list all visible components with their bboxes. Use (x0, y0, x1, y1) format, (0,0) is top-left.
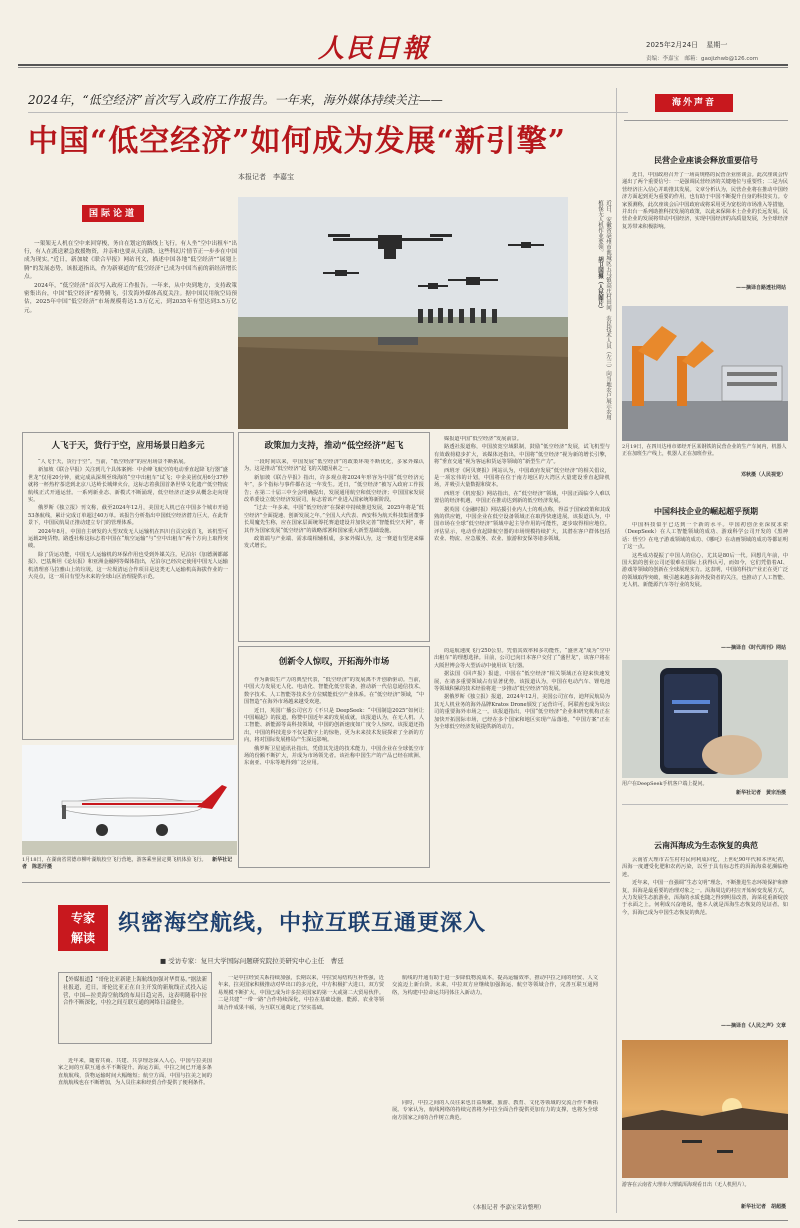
lead-headline: 中国“低空经济”如何成为发展“新引擎” (28, 124, 567, 159)
sidebar-photo-sunrise-caption: 游客在云南省大理市大理镇洱海观看日出（无人机照片）。 (622, 1182, 750, 1188)
sidebar-item-3-title: 云南洱海成为生态恢复的典范 (654, 841, 758, 850)
lead-photo-drones (238, 197, 568, 429)
col1-title: 人飞于天，货行于空，应用场景日趋多元 (51, 441, 205, 451)
lead-byline: 本报记者 李嘉宝 (238, 173, 294, 181)
col3-body: 媒报道中国“低空经济”发展前景。 路透社报道称，中国放宽空域限制，鼓励“低空经济”发展，试飞机型与有效载荷稳步扩大，该媒体还指出，中国将“低空经济”视为新的增长引擎，将“垂直交通”视为客运和货运等领域的“新型生产力”。 西班牙《阿贝赛报》网站认为，中国政府发展“低空经济”的相关倡议，是一项宏伟的计划，中国将在位于南方地区的大湾区大量建设垂直起降机场，并吸引大量数据和资本。 西班牙《机密报》网站指出，在“低空经济”领域，中国正面临令人难以置信的经济机遇，中国正在推动达到新的低空经济发展。 据英国《金融时报》网站援引业内人士的观点称，得益于国家政策和其成熟的供应链，中国企业在低空设备领域正在取得快速进展。该报道认为，中国市场在全球“低空经济”领域中起主导作用的可能性，逐步取得相应地位。评估显示，电动垂直起降航空器的市场规模持续扩大，其潜在客户群体包括农业、物流、应急服务、农业、旅游和安保等诸多领域。 (434, 436, 610, 543)
sidebar-item-2-body: 中国科技似乎已达到一个新的水平。中国初创企业深度求索（DeepSeek）在人工智能领域的成功、游戏科学公司开发的《黑神话：悟空》在电子游戏领域的成功、《哪吒》在动画领域的成功等都证明了这一点。 这些成功提振了中国人的信心，尤其是80后一代。回想几年前，中国大陆的创业公司还很难在国际上获得认可，而如今，它们凭借着AI、游戏等领域的创新在全球展现实力。这表明，中国的科技产业正在更广泛的领域取得突破，吸引越来越多海外投资者的关注，也推动了人工智能、无人机、新能源汽车等行业的发展。 (622, 522, 788, 589)
col5-body: 的巡航速度飞行250公里。凭借其效率和多功能性，“盛世龙”成为“空中出租车”的理想选择。目前，公司已向日本客户交付了“盛世龙”，该客户将在大阪世博会等大型活动中使用该飞行器。 据法国《回声报》报道，中国在“低空经济”相关领域正在迎来快速发展，在诸多重要领域占有显著优势。该报道认为，中国在电动汽车、锂电池等领域积累的技术经验将进一步推动“低空经济”的发展。 据俄罗斯《独立报》报道，2024年12月，美国公司宣布，迪拜民航局为其无人机业务的海外品牌Kratos Drone颁发了运营许可，阿联酋也成为该公司的重要海外市场之一。该报道指出，中国“低空经济”企业和研究机构正在加快开拓国际市场，已经在多个国家和地区实现产品落地，“中国方案”正在为全球低空经济发展提供新的动力。 (434, 648, 610, 731)
sidebar-item-2-title: 中国科技企业的崛起超乎预期 (654, 507, 758, 516)
bottom-col-3: 航线的开通有助于进一步降低物流成本，提高运输效率，推动中拉之间的经贸、人文交流迈上新台阶。未来，中拉双方应继续加强海运、航空等领域合作，完善互联互通网络，为构建中拉命运共同体注入新动力。 (392, 975, 598, 996)
bottom-box: 【外媒报道】“哥伦比亚新建上海航线加强对华贸易。”据法新社报道，近日，哥伦比亚正在自主开发的新航线正式投入运营，中国—拉美海空航线的布局日趋完善，这表明随着中拉合作不断深化，中拉之间互联互通的网络日益健全。 (58, 972, 212, 1044)
sidebar-photo-robots (622, 306, 788, 441)
lead-intro: 一架架无人机在空中来回穿梭，务自在划定的路线上飞行。有人坐“空中出租车”出行，有人在派送紧急救援物资，并亲和也要从天而降。这些科幻片情节正一步步在中国成为现实。”近日，新加坡《联合早报》网站刊文，描述中国各地“低空经济”“展翅上腾”的发展态势，该报道指出，作为新赛道的“低空经济”已成为中国当前的新经济增长点。 2024年，“低空经济”首次写入政府工作报告。一年来，从中央到地方，支持政策密集出台，中国“低空经济”蓄势腾飞，引发海外媒体高度关注。据中国民用航空局预估，2025年中国“低空经济”市场规模将达1.5万亿元，到2035年有望达到3.5万亿元。 (24, 241, 237, 314)
col1-box (22, 432, 234, 740)
sidebar-photo-sunrise-credit: 新华社记者 胡超摄 (740, 1204, 786, 1210)
drone-field-illustration (238, 197, 568, 429)
sunrise-illustration (622, 1040, 788, 1178)
sidebar-tag: 海外声音 (655, 94, 733, 112)
col4-box (238, 646, 430, 868)
sidebar-item-1-title: 民营企业座谈会释放重要信号 (654, 156, 758, 165)
bottom-byline: ■ 受访专家：复旦大学国际问题研究院拉美研究中心主任 曹廷 (160, 957, 344, 965)
phone-illustration (622, 660, 788, 778)
sidebar-item-1-credit: ——摘译自路透社网站 (735, 285, 786, 291)
sidebar-item-1-body: 近日，中国政府召开了一场高规格的民营企业座谈会。此次座谈会传递出了两个重要信号：一是强调民营经济的关键地位与重要性；二是为民营经济注入信心并助推其发展。文章分析认为，民营企业将在推动中国经济方面起到更为重要的作用，也有助于中国不断提升自身的科技实力。专家预测称，此次座谈会后中国政府或将采用更为宽松的市场准入等措施，并出台一系列助推科技发展的政策，以此来保障本土企业的长远发展。民营企业的发展将带动中国经济，实现中国经济的高质量发展，为全球经济复苏带来积极影响。 (622, 172, 788, 230)
robot-factory-illustration (622, 306, 788, 441)
bottom-end-note: （本报记者 李嘉宝采访整理） (470, 1205, 545, 1211)
bottom-col-2: 一是中拉经贸关系持续加强，长期以来，中拉贸易结构互补性强，近年来，拉美国家积极推动对华出口的多元化，中方积极扩大进口，双方贸易规模不断扩大。中国已成为许多拉美国家的第一大或第二大贸易伙伴。二是共建“一带一路”合作持续深化，中拉在基础设施、能源、农业等领域合作成果丰硕，为互联互通奠定了坚实基础。 (218, 975, 384, 1011)
col4-body: 作为新质生产力的典型代表，“低空经济”的发展离不开创新驱动。当前，中国大力发展无人化、电动化、智能化低空装备，推动新一代信息通信技术、数字技术、人工智能等技术全方位赋能低空产业体系。在“低空经济”领域，“中国智造”在海外市场越来越受欢迎。 近日，英国广播公司官方《不只是 DeepSeek：“中国制造2025”如何让中国崛起》的报道。称赞中国近年来的发展成就。该报道认为，在无人机、人工智能、新能源等高科技领域，中国的创新速度如广度令人惊叹。该报道还指出，中国的科技进步不仅是数字上的惊艳，更为未来技术发展探索了全新的方向，将对国际发展格局产生深远影响。 俄罗斯卫星通讯社指出，凭借其先进的技术能力，中国企业在全球低空市场的份额不断扩大，并成为市场领先者。该社称中国生产的产品已经在欧洲、东南亚、中东等地得到广泛应用。 (244, 677, 424, 767)
bottom-col-4: 同时，中拉之间的人员往来也日益频繁，旅游、教育、文化等领域的交流合作不断拓展。专家认为，航线网络的持续完善将为中拉全面合作提供更加有力的支撑，也将为全球南方国家之间的合作树立典范。 (392, 1100, 598, 1121)
section-tag-guoji: 国际论道 (82, 205, 144, 222)
bottom-headline: 织密海空航线，中拉互联互通更深入 (118, 910, 487, 936)
plane-illustration (22, 745, 237, 855)
sidebar-photo-phone-credit: 新华社记者 黄宗治摄 (735, 790, 786, 796)
expert-tag: 专家 解读 (58, 905, 108, 951)
sidebar-photo-robots-caption: 2月19日，在四川达州市郊经开区某钢铁的民营企业的生产车间内，机器人正在加班生产线上，机器人正在加班作业。 (622, 444, 787, 457)
masthead (0, 0, 800, 90)
lead-photo-caption-vertical: 近日，安徽省亳州市谯城区五马镇高庄村田间，农民技术人员（左三）向当地农户展示农用植保无人机作业要领。 胡卫国摄（人民图片） (597, 200, 611, 420)
col2-title: 政策加力支持，推动“低空经济”起飞 (264, 441, 404, 451)
sidebar-photo-phone-caption: 用户在DeepSeek手机客户端上提问。 (622, 781, 708, 787)
col1-photo-plane (22, 745, 237, 855)
sidebar-photo-robots-credit: 邓秋摄（人民视觉） (740, 472, 786, 478)
sidebar-item-2-credit: ——摘译自《时代周刊》网站 (720, 645, 786, 651)
masthead-editor-line: 责编：李嘉宝 邮箱：gaojizhwb@126.com (646, 56, 759, 62)
col1-photo-caption: 1月18日，在湖南省常德市柳叶湖航校空飞行营地，游客乘坐固定翼飞机体验飞行。 新华社记者 陈思汗摄 (22, 857, 233, 870)
col4-title: 创新令人惊叹，开拓海外市场 (278, 657, 390, 667)
sidebar-photo-sunrise (622, 1040, 788, 1178)
sidebar-item-3-body: 云南省大理市古生村村民何利成回忆，上世纪90年代和本世纪初，洱海一度遭受化肥和农药污染，以至于具有标志性的洱海海菜花濒临绝迹。 近年来，中国一直强调“生态文明”理念，不断推进生态环境保护和修复，洱海是最重要的治理对象之一。洱海周边的村庄开始转变发展方式，大力发展生态旅游业，洱海的水质也随之得到明显改善，海菜花重新绽放于水面之上。何利成兴奋地说，他本人就是洱海生态恢复的见证者。如今，洱海已成为中国生态恢复的典范。 (622, 857, 788, 916)
masthead-date: 2025年2月24日 星期一 (646, 41, 728, 49)
sidebar-photo-phone (622, 660, 788, 778)
lead-kicker: 2024年，“低空经济”首次写入政府工作报告。一年来，海外媒体持续关注—— (28, 93, 443, 107)
col2-box (238, 432, 430, 642)
bottom-col-1: 近年来，随着共商、共建、共享理念深入人心，中国与拉美国家之间的互联互通水平不断提升。海运方面，中拉之间已开通多条直航航线，货物运输时间大幅缩短；航空方面，中国与拉美之间的直航航线也在不断增加，为人员往来和经贸合作提供了便利条件。 (58, 1058, 212, 1087)
col1-body: “人飞于天，货行于空”。当前，“低空经济”的应用场景不断拓展。 新加坡《联合早报》关注到几个具体案例：中企峰飞航空的电动垂直起降飞行器“盛世龙”仅用20分钟，就完成从深圳至珠海的“空中出租车”试飞；中企美团仅用6分37秒就将一杯热柠茶送到北京八达岭长城烽火台，这标志着我国首条世界文化遗产低空物流航线正式开通运营。一系列新业态、新模式不断涌现，低空经济正逐步从概念走向现实。 俄罗斯《独立报》刊文称，截至2024年12月，美国无人机已在中国多个城市开通53条航线，累计完成订单超过40万单。该报告分析指出中国低空经济潜力巨大，在此背景下，中国民航局正推动建立专门的管理体系。 2024年8月，中国自主研发的大型双发无人运输机在四川自贡完成首飞，该机型可运载2吨货物。路透社称这标志着中国在“航空运输”与“空中出租车”两个方向上取得突破。 除了货运功能，中国无人运输机的环保作用也受到外媒关注。尼泊尔《加德满都邮报》、巴基斯坦《论坛报》和亚洲金融网等媒体指出，尼泊尔已经决定使用中国无人运输机清理喜马拉雅山上的垃圾。这一垃圾清运合作项目是这类无人运输机高海拔作业的一大亮点，这一项目有望为未来的全球山区治理提供示范。 (28, 459, 228, 581)
sidebar-item-3-credit: ——摘译自《人民之声》文章 (720, 1023, 786, 1029)
masthead-logo: 人民日報 (318, 34, 431, 64)
col2-body: 一段时间以来，中国发展“低空经济”的政策环境不断优化，多家外媒认为，这是推动“低空经济”起飞的关键因素之一。 新加坡《联合早报》指出，许多观点将2024年形容为中国“低空经济元年”，多个指标与事件都在这一年发生。近日，“低空经济”被写入政府工作报告；在第二十届三中全会明确提出，发展通用航空和低空经济；中国国家发展改革委设立低空经济发展司，标志着该产业进入国家统筹新阶段。 “过去一年多来，中国“低空经济”在探索中持续推进发展，2025年将是“低空经济”全面提速、创新发展之年。”全国人大代表、西安科为航天科技集团董事长周魔先生称，应在国家层面统筹托赛道建设并加快完善“智能低空天网”，将其作为国家发展“低空经济”的战略部署和国家重大新型基础设施。 政策端与产业端、需求端相辅相成，多家外媒认为，这一赛道有望迎来爆发式增长。 (244, 459, 424, 550)
